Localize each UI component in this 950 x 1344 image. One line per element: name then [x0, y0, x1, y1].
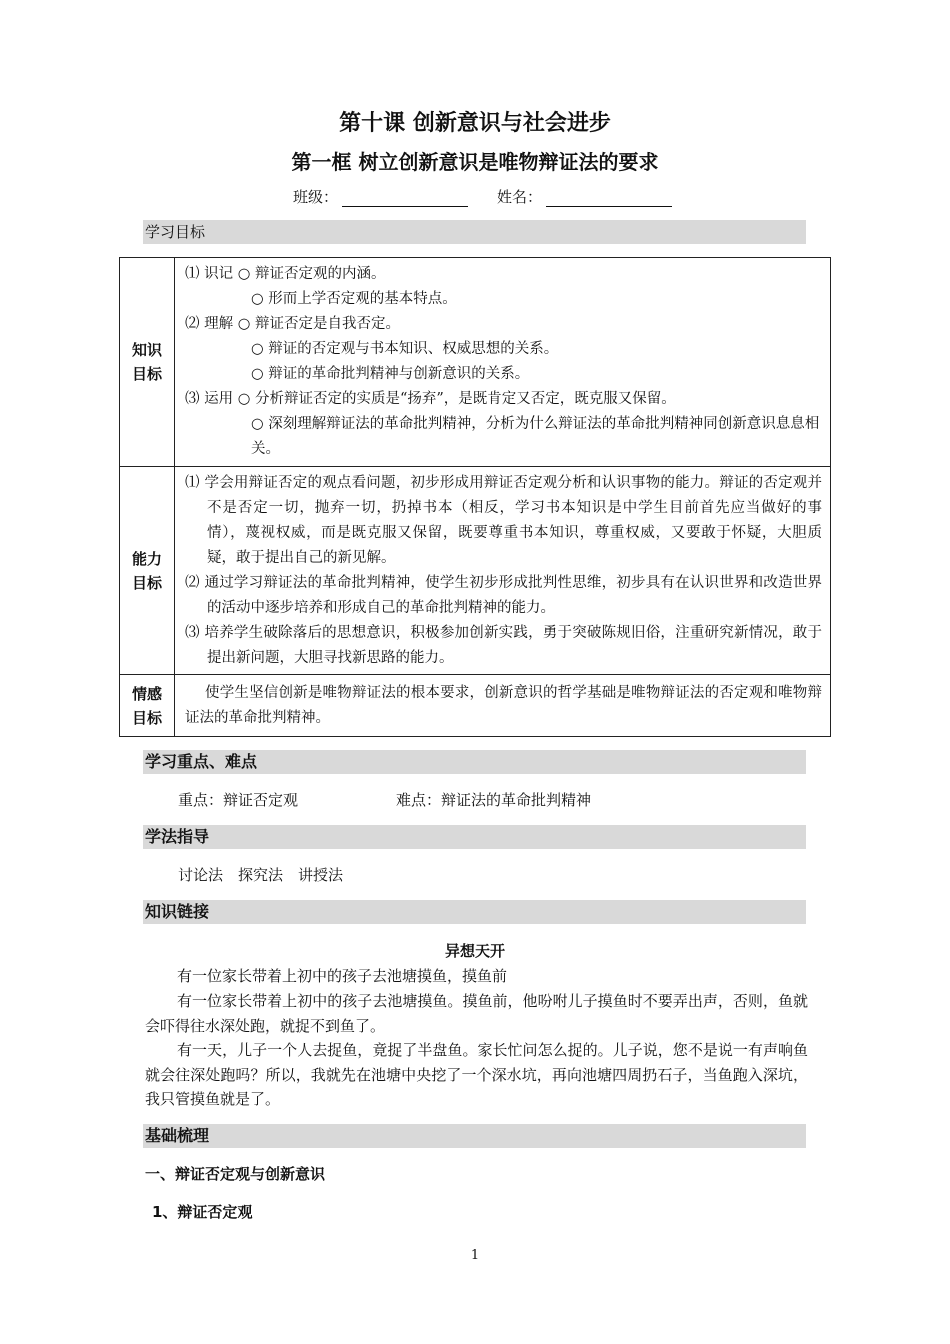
knowledge-line: ○ 形而上学否定观的基本特点。 [251, 291, 457, 307]
ability-content [175, 467, 831, 675]
knowledge-line: ⑵ 理解 ○ 辩证否定是自我否定。 [185, 316, 400, 332]
knowledge-line: ○ 辩证的革命批判精神与创新意识的关系。 [251, 366, 530, 382]
emotion-label: 情感 目标 [120, 675, 175, 737]
section-method: 学法指导 [143, 825, 806, 849]
name-label: 姓名： [497, 188, 543, 206]
knowledge-label: 知识 目标 [120, 258, 175, 467]
page-subtitle: 第一框 树立创新意识是唯物辩证法的要求 [291, 150, 659, 174]
difficulty-text: 难点：辩证法的革命批判精神 [396, 791, 592, 809]
class-label: 班级： [293, 188, 339, 206]
section-key-points: 学习重点、难点 [143, 750, 806, 774]
knowledge-line: ⑴ 识记 ○ 辩证否定观的内涵。 [185, 266, 386, 282]
ability-item: ⑶ 培养学生破除落后的思想意识，积极参加创新实践，勇于突破陈规旧俗，注重研究新情况，敢于提出新问题，大胆寻找新思路的能力。 [185, 624, 822, 666]
knowledge-line: ⑶ 运用 ○ 分析辩证否定的实质是“扬弃”，是既肯定又否定，既克服又保留。 [185, 391, 676, 407]
story-paragraph: 有一位家长带着上初中的孩子去池塘摸鱼。摸鱼前，他吩咐儿子摸鱼时不要弄出声，否则，鱼就会吓得往水深处跑，就捉不到鱼了。 [145, 992, 808, 1035]
ability-row [120, 467, 831, 675]
ability-label: 能力 目标 [120, 467, 175, 675]
page-number: 1 [470, 1248, 480, 1263]
focus-text: 重点：辩证否定观 [178, 791, 299, 809]
knowledge-line: ○ 辩证的否定观与书本知识、权威思想的关系。 [251, 341, 559, 357]
name-field [497, 186, 672, 207]
story-paragraph: 有一天，儿子一个人去捉鱼，竟捉了半盘鱼。家长忙问怎么捉的。儿子说，您不是说一有声响鱼就会往深处跑吗？所以，我就先在池塘中央挖了一个深水坑，再向池塘四周扔石子，当鱼跑入深坑，我只管摸鱼就是了。 [145, 1041, 808, 1108]
emotion-content [175, 675, 831, 737]
class-blank[interactable] [342, 192, 468, 207]
ability-item: ⑵ 通过学习辩证法的革命批判精神，使学生初步形成批判性思维，初步具有在认识世界和改造世界的活动中逐步培养和形成自己的革命批判精神的能力。 [185, 574, 822, 616]
page-title: 第十课 创新意识与社会进步 [339, 111, 611, 136]
story-title: 异想天开 [444, 942, 505, 960]
ability-item: ⑴ 学会用辩证否定的观点看问题，初步形成用辩证否定观分析和认识事物的能力。辩证的否定观并不是否定一切，抛弃一切，扔掉书本（相反，学习书本知识是中学生目前首先应当做好的事情），蔑视权威，而是既克服又保留，既要尊重书本知识，尊重权威，又要敢于怀疑，大胆质疑，敢于提出自己的新见解。 [185, 474, 822, 566]
section-link: 知识链接 [143, 900, 806, 924]
emotion-text: 使学生坚信创新是唯物辩证法的根本要求，创新意识的哲学基础是唯物辩证法的否定观和唯物辩证法的革命批判精神。 [185, 684, 822, 726]
basics-heading-2: 1、辩证否定观 [152, 1203, 253, 1221]
knowledge-line: ○ 深刻理解辩证法的革命批判精神，分析为什么辩证法的革命批判精神同创新意识息息相关。 [251, 416, 820, 457]
section-goals: 学习目标 [143, 220, 806, 244]
story-paragraph: 有一位家长带着上初中的孩子去池塘摸鱼，摸鱼前 [177, 967, 508, 985]
class-field [293, 186, 468, 207]
name-blank[interactable] [546, 192, 672, 207]
objectives-table [119, 257, 831, 737]
basics-heading-1: 一、辩证否定观与创新意识 [145, 1165, 326, 1183]
emotion-row [120, 675, 831, 737]
knowledge-content [175, 258, 831, 467]
method-text: 讨论法 探究法 讲授法 [178, 866, 344, 884]
knowledge-row [120, 258, 831, 467]
section-basics: 基础梳理 [143, 1124, 806, 1148]
